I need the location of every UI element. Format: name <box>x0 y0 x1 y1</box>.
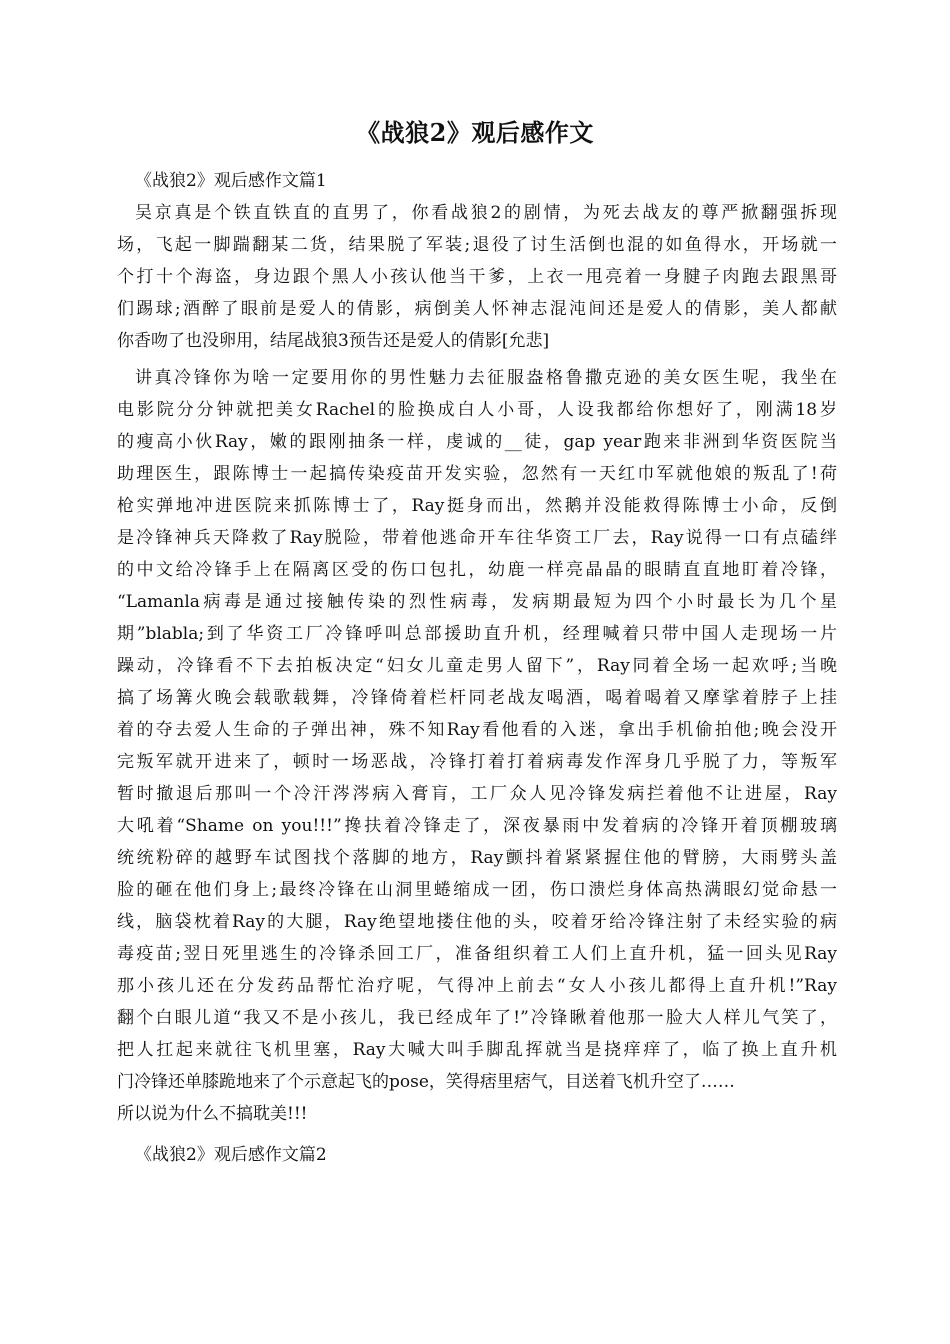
section-heading-1: 《战狼2》观后感作文篇1 <box>135 171 327 191</box>
paragraph-2-line: 翻个白眼儿道“我又不是小孩儿，我已经成年了!”冷锋瞅着他那一脸大人样儿气笑了， <box>117 1008 837 1028</box>
paragraph-1-line: 们踢球;酒醉了眼前是爱人的倩影，病倒美人怀神志混沌间还是爱人的倩影，美人都献 <box>117 299 837 319</box>
paragraph-2-line: 那小孩儿还在分发药品帮忙治疗呢，气得冲上前去“女人小孩儿都得上直升机!”Ray <box>117 976 837 996</box>
paragraph-2-line: 的瘦高小伙Ray，嫩的跟刚抽条一样，虔诚的__徒，gap year跑来非洲到华资医院当 <box>117 432 837 452</box>
paragraph-2-line: 所以说为什么不搞耽美!!! <box>117 1104 308 1124</box>
paragraph-2-line: 脸的砸在他们身上;最终冷锋在山洞里蜷缩成一团，伤口溃烂身体高热满眼幻觉命悬一 <box>117 880 837 900</box>
paragraph-2-line: 统统粉碎的越野车试图找个落脚的地方，Ray颤抖着紧紧握住他的臂膀，大雨劈头盖 <box>117 848 837 868</box>
section-heading-2: 《战狼2》观后感作文篇2 <box>135 1145 327 1165</box>
paragraph-2-line: 的中文给冷锋手上在隔离区受的伤口包扎，幼鹿一样亮晶晶的眼睛直直地盯着冷锋， <box>117 560 837 580</box>
paragraph-2-line: 枪实弹地冲进医院来抓陈博士了，Ray挺身而出，然鹅并没能救得陈博士小命，反倒 <box>117 496 837 516</box>
paragraph-2-line: 线，脑袋枕着Ray的大腿，Ray绝望地搂住他的头，咬着牙给冷锋注射了未经实验的病 <box>117 912 837 932</box>
paragraph-2-line: 毒疫苗;翌日死里逃生的冷锋杀回工厂，准备组织着工人们上直升机，猛一回头见Ray <box>117 944 837 964</box>
paragraph-2-line: 完叛军就开进来了，顿时一场恶战，冷锋打着打着病毒发作浑身几乎脱了力，等叛军 <box>117 752 837 772</box>
paragraph-1-line: 吴京真是个铁直铁直的直男了，你看战狼2的剧情，为死去战友的尊严掀翻强拆现 <box>135 203 837 223</box>
paragraph-2-line: 暂时撤退后那叫一个冷汗涔涔病入膏肓，工厂众人见冷锋发病拦着他不让进屋，Ray <box>117 784 837 804</box>
paragraph-1-line: 个打十个海盗，身边跟个黑人小孩认他当干爹，上衣一甩亮着一身腱子肉跑去跟黑哥 <box>117 267 837 287</box>
paragraph-1-line: 场，飞起一脚踹翻某二货，结果脱了军装;退役了讨生活倒也混的如鱼得水，开场就一 <box>117 235 837 255</box>
paragraph-1-line: 你香吻了也没卵用，结尾战狼3预告还是爱人的倩影[允悲] <box>117 331 550 351</box>
paragraph-2-line: 把人扛起来就往飞机里塞，Ray大喊大叫手脚乱挥就当是挠痒痒了，临了换上直升机 <box>117 1040 837 1060</box>
paragraph-2-line: 期”blabla;到了华资工厂冷锋呼叫总部援助直升机，经理喊着只带中国人走现场一片 <box>117 624 837 644</box>
paragraph-2-line: 讲真冷锋你为啥一定要用你的男性魅力去征服盎格鲁撒克逊的美女医生呢，我坐在 <box>135 368 837 388</box>
paragraph-2-line: 助理医生，跟陈博士一起搞传染疫苗开发实验，忽然有一天红巾军就他娘的叛乱了!荷 <box>117 464 837 484</box>
paragraph-2-line: “Lamanla病毒是通过接触传染的烈性病毒，发病期最短为四个小时最长为几个星 <box>117 592 837 612</box>
document-title: 《战狼2》观后感作文 <box>356 118 594 147</box>
paragraph-2-line: 是冷锋神兵天降救了Ray脱险，带着他逃命开车往华资工厂去，Ray说得一口有点磕绊 <box>117 528 837 548</box>
paragraph-2-line: 搞了场篝火晚会载歌载舞，冷锋倚着栏杆同老战友喝酒，喝着喝着又摩挲着脖子上挂 <box>117 688 837 708</box>
paragraph-2-line: 着的夺去爱人生命的子弹出神，殊不知Ray看他看的入迷，拿出手机偷拍他;晚会没开 <box>117 720 837 740</box>
paragraph-2-line: 门冷锋还单膝跪地来了个示意起飞的pose，笑得痞里痞气，目送着飞机升空了…… <box>117 1072 735 1092</box>
paragraph-2-line: 大吼着“Shame on you!!!”搀扶着冷锋走了，深夜暴雨中发着病的冷锋开着顶棚玻璃 <box>117 816 837 836</box>
paragraph-2-line: 电影院分分钟就把美女Rachel的脸换成白人小哥，人设我都给你想好了，刚满18岁 <box>117 400 837 420</box>
paragraph-2-line: 躁动，冷锋看不下去拍板决定“妇女儿童走男人留下”，Ray同着全场一起欢呼;当晚 <box>117 656 837 676</box>
